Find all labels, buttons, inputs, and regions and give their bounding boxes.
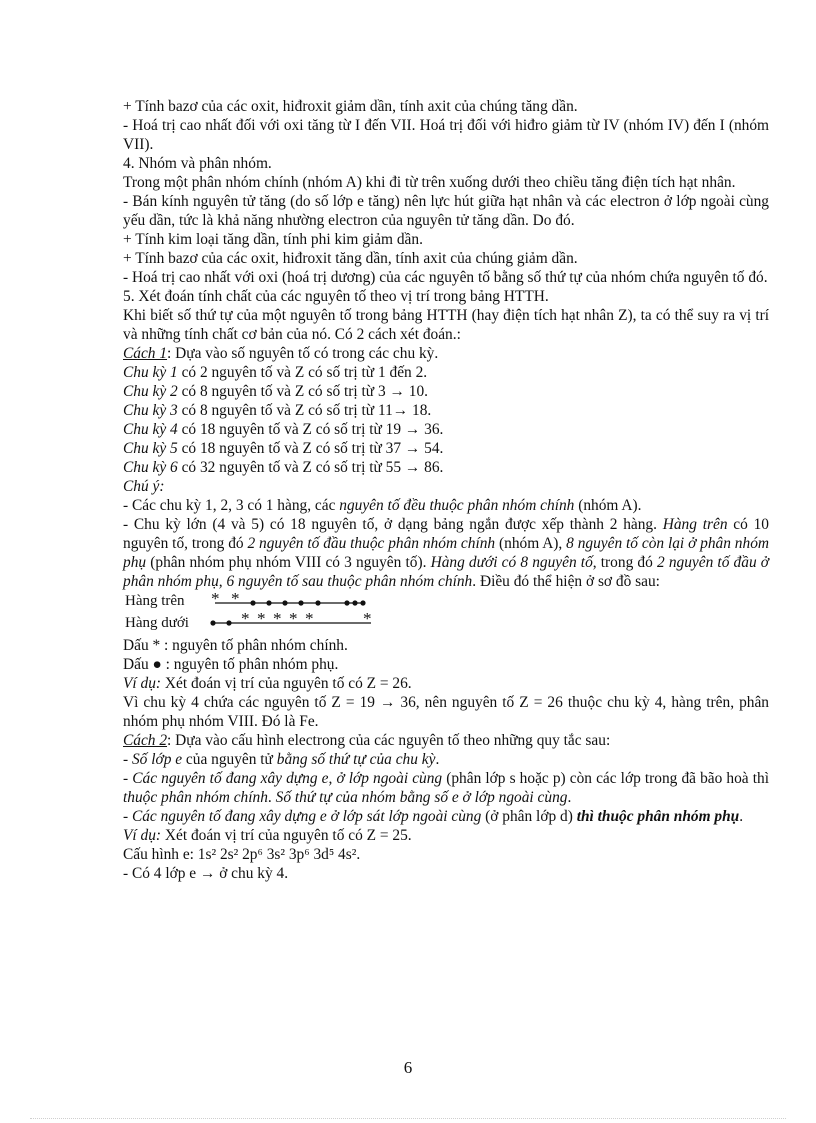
- rule-1: [123, 750, 769, 769]
- period-line: [123, 382, 769, 401]
- period-text: có 2 nguyên tố và Z có số trị từ 1 đến 2.: [177, 364, 428, 381]
- note-2-a: - Chu kỳ lớn (4 và 5) có 18 nguyên tố, ở dạng bảng ngắn được xếp thành 2 hàng.: [123, 516, 663, 533]
- text-line: - Bán kính nguyên tử tăng (do số lớp e tăng) nên lực hút giữa hạt nhân và các electron ở lớp ngoài cùng yếu dần, tức là khả năng nhường electron của nguyên tử tăng dần. Do đó.: [123, 193, 769, 229]
- period-label: Chu kỳ 6: [123, 459, 178, 476]
- period-label: Chu kỳ 4: [123, 421, 178, 438]
- note-2-j: 2 nguyên tố đầu ở phân nhóm phụ, 6 nguyên tố sau thuộc phân nhóm chính: [123, 554, 770, 590]
- method-1-label: Cách 1: [123, 345, 168, 362]
- period-label: Chu kỳ 5: [123, 440, 178, 457]
- bottom-star: *: [305, 609, 314, 628]
- period-line: [123, 401, 769, 420]
- method-1-text: : Dựa vào số nguyên tố có trong các chu kỳ.: [167, 345, 439, 362]
- method-2-text: : Dựa vào cấu hình electrong của các nguyên tố theo những quy tắc sau:: [167, 732, 611, 749]
- rule-3-c: thì thuộc phân nhóm phụ: [576, 808, 740, 825]
- period-text: có 18 nguyên tố và Z có số trị từ 37 → 54.: [177, 440, 444, 457]
- period-label: Chu kỳ 3: [123, 402, 178, 419]
- bottom-star: *: [363, 609, 372, 628]
- bottom-star: *: [289, 609, 298, 628]
- top-dot: [266, 600, 271, 605]
- text-line: - Hoá trị cao nhất đối với oxi tăng từ I đến VII. Hoá trị đối với hiđro giảm từ IV (nhóm IV) đến I (nhóm VII).: [123, 117, 769, 153]
- note-2-h: Hàng dưới có 8 nguyên tố: [430, 554, 593, 571]
- text-line: - Hoá trị cao nhất với oxi (hoá trị dương) của các nguyên tố bằng số thứ tự của nhóm chứa nguyên tố đó.: [123, 269, 768, 286]
- example-label: Ví dụ:: [123, 827, 162, 844]
- rule-2: [123, 769, 769, 807]
- period-row-diagram: [123, 592, 769, 636]
- top-star: *: [231, 592, 240, 608]
- period-line: [123, 439, 769, 458]
- top-dot: [352, 600, 357, 605]
- example-text: Xét đoán vị trí của nguyên tố có Z = 25.: [161, 827, 412, 844]
- bottom-star: *: [273, 609, 282, 628]
- section-heading: 5. Xét đoán tính chất của các nguyên tố theo vị trí trong bảng HTTH.: [123, 288, 549, 305]
- page-number: 6: [403, 1058, 413, 1077]
- example-2: [123, 826, 769, 845]
- example-label: Ví dụ:: [123, 675, 162, 692]
- rule-2-c: thuộc phân nhóm chính: [123, 789, 268, 806]
- rule-3-d: .: [739, 808, 744, 825]
- text-line: + Tính kim loại tăng dần, tính phi kim giảm dần.: [123, 231, 423, 248]
- rule-1-c: bằng số thứ tự của chu kỳ: [276, 751, 436, 768]
- top-dot: [360, 600, 365, 605]
- note-heading: Chú ý:: [123, 478, 165, 495]
- top-dot: [344, 600, 349, 605]
- note-2-d: 2 nguyên tố đầu thuộc phân nhóm chính: [247, 535, 496, 552]
- legend-star: Dấu * : nguyên tố phân nhóm chính.: [123, 637, 348, 654]
- rule-3-a: - Các nguyên tố đang xây dựng e ở lớp sát lớp ngoài cùng: [123, 808, 482, 825]
- note-2-b: Hàng trên: [662, 516, 728, 533]
- section-heading: 4. Nhóm và phân nhóm.: [123, 155, 272, 172]
- rule-1-b: của nguyên tử: [182, 751, 277, 768]
- method-1: [123, 344, 769, 363]
- text-line: Trong một phân nhóm chính (nhóm A) khi đi từ trên xuống dưới theo chiều tăng điện tích hạt nhân.: [123, 174, 736, 191]
- electron-config: Cấu hình e: 1s² 2s² 2p⁶ 3s² 3p⁶ 3d⁵ 4s².: [123, 846, 361, 863]
- rule-2-d: .: [267, 789, 276, 806]
- example-1: [123, 674, 769, 693]
- bottom-dot: [226, 620, 231, 625]
- document-body: [123, 97, 769, 883]
- top-dot: [250, 600, 255, 605]
- method-2-label: Cách 2: [123, 732, 168, 749]
- diagram-label-bottom: Hàng dưới: [125, 615, 189, 631]
- rule-1-d: .: [435, 751, 440, 768]
- footer-divider: [30, 1118, 786, 1119]
- example-text: Xét đoán vị trí của nguyên tố có Z = 26.: [161, 675, 412, 692]
- rule-3-b: (ở phân lớp d): [481, 808, 577, 825]
- bottom-star: *: [257, 609, 266, 628]
- period-label: Chu kỳ 1: [123, 364, 178, 381]
- period-text: có 32 nguyên tố và Z có số trị từ 55 → 86.: [177, 459, 444, 476]
- text-line: - Có 4 lớp e → ở chu kỳ 4.: [123, 865, 289, 882]
- example-1-answer: Vì chu kỳ 4 chứa các nguyên tố Z = 19 → 36, nên nguyên tố Z = 26 thuộc chu kỳ 4, hàng trên, phân nhóm phụ nhóm VIII. Đó là Fe.: [123, 694, 769, 730]
- note-2-c: có 10 nguyên tố, trong đó: [123, 516, 769, 552]
- top-dot: [298, 600, 303, 605]
- bottom-star: *: [241, 609, 250, 628]
- period-line: [123, 363, 769, 382]
- top-dot: [282, 600, 287, 605]
- rule-1-a: - Số lớp e: [123, 751, 183, 768]
- note-1-b: nguyên tố đều thuộc phân nhóm chính: [339, 497, 575, 514]
- rule-2-a: - Các nguyên tố đang xây dựng e, ở lớp ngoài cùng: [123, 770, 443, 787]
- note-1: [123, 496, 769, 515]
- note-2-f: 8 nguyên tố còn lại ở phân nhóm phụ: [123, 535, 770, 571]
- note-2-k: . Điều đó thể hiện ở sơ đồ sau:: [472, 573, 660, 590]
- rule-3: [123, 807, 769, 826]
- rule-2-e: Số thứ tự của nhóm bằng số e ở lớp ngoài cùng: [275, 789, 568, 806]
- bottom-dot: [210, 620, 215, 625]
- note-2: [123, 515, 769, 591]
- note-1-c: (nhóm A).: [574, 497, 642, 514]
- text-line: Khi biết số thứ tự của một nguyên tố trong bảng HTTH (hay điện tích hạt nhân Z), ta có thể suy ra vị trí và những tính chất cơ bản của nó. Có 2 cách xét đoán.:: [123, 307, 769, 343]
- period-label: Chu kỳ 2: [123, 383, 178, 400]
- rule-2-f: .: [567, 789, 572, 806]
- method-2: [123, 731, 769, 750]
- period-text: có 8 nguyên tố và Z có số trị từ 3 → 10.: [177, 383, 428, 400]
- note-2-g: (phân nhóm phụ nhóm VIII có 3 nguyên tố).: [146, 554, 431, 571]
- top-star: *: [211, 592, 220, 608]
- diagram-marks: [123, 592, 383, 636]
- note-2-e: (nhóm A),: [495, 535, 567, 552]
- rule-2-b: (phân lớp s hoặc p) còn các lớp trong đã bão hoà thì: [442, 770, 769, 787]
- legend-dot: Dấu ● : nguyên tố phân nhóm phụ.: [123, 656, 339, 673]
- period-line: [123, 420, 769, 439]
- note-2-i: , trong đó: [592, 554, 657, 571]
- period-line: [123, 458, 769, 477]
- note-1-a: - Các chu kỳ 1, 2, 3 có 1 hàng, các: [123, 497, 340, 514]
- text-line: + Tính bazơ của các oxit, hiđroxit giảm dần, tính axit của chúng tăng dần.: [123, 98, 578, 115]
- top-dot: [315, 600, 320, 605]
- period-text: có 18 nguyên tố và Z có số trị từ 19 → 36.: [177, 421, 444, 438]
- diagram-label-top: Hàng trên: [125, 593, 185, 609]
- period-text: có 8 nguyên tố và Z có số trị từ 11→ 18.: [177, 402, 432, 419]
- text-line: + Tính bazơ của các oxit, hiđroxit tăng dần, tính axit của chúng giảm dần.: [123, 250, 578, 267]
